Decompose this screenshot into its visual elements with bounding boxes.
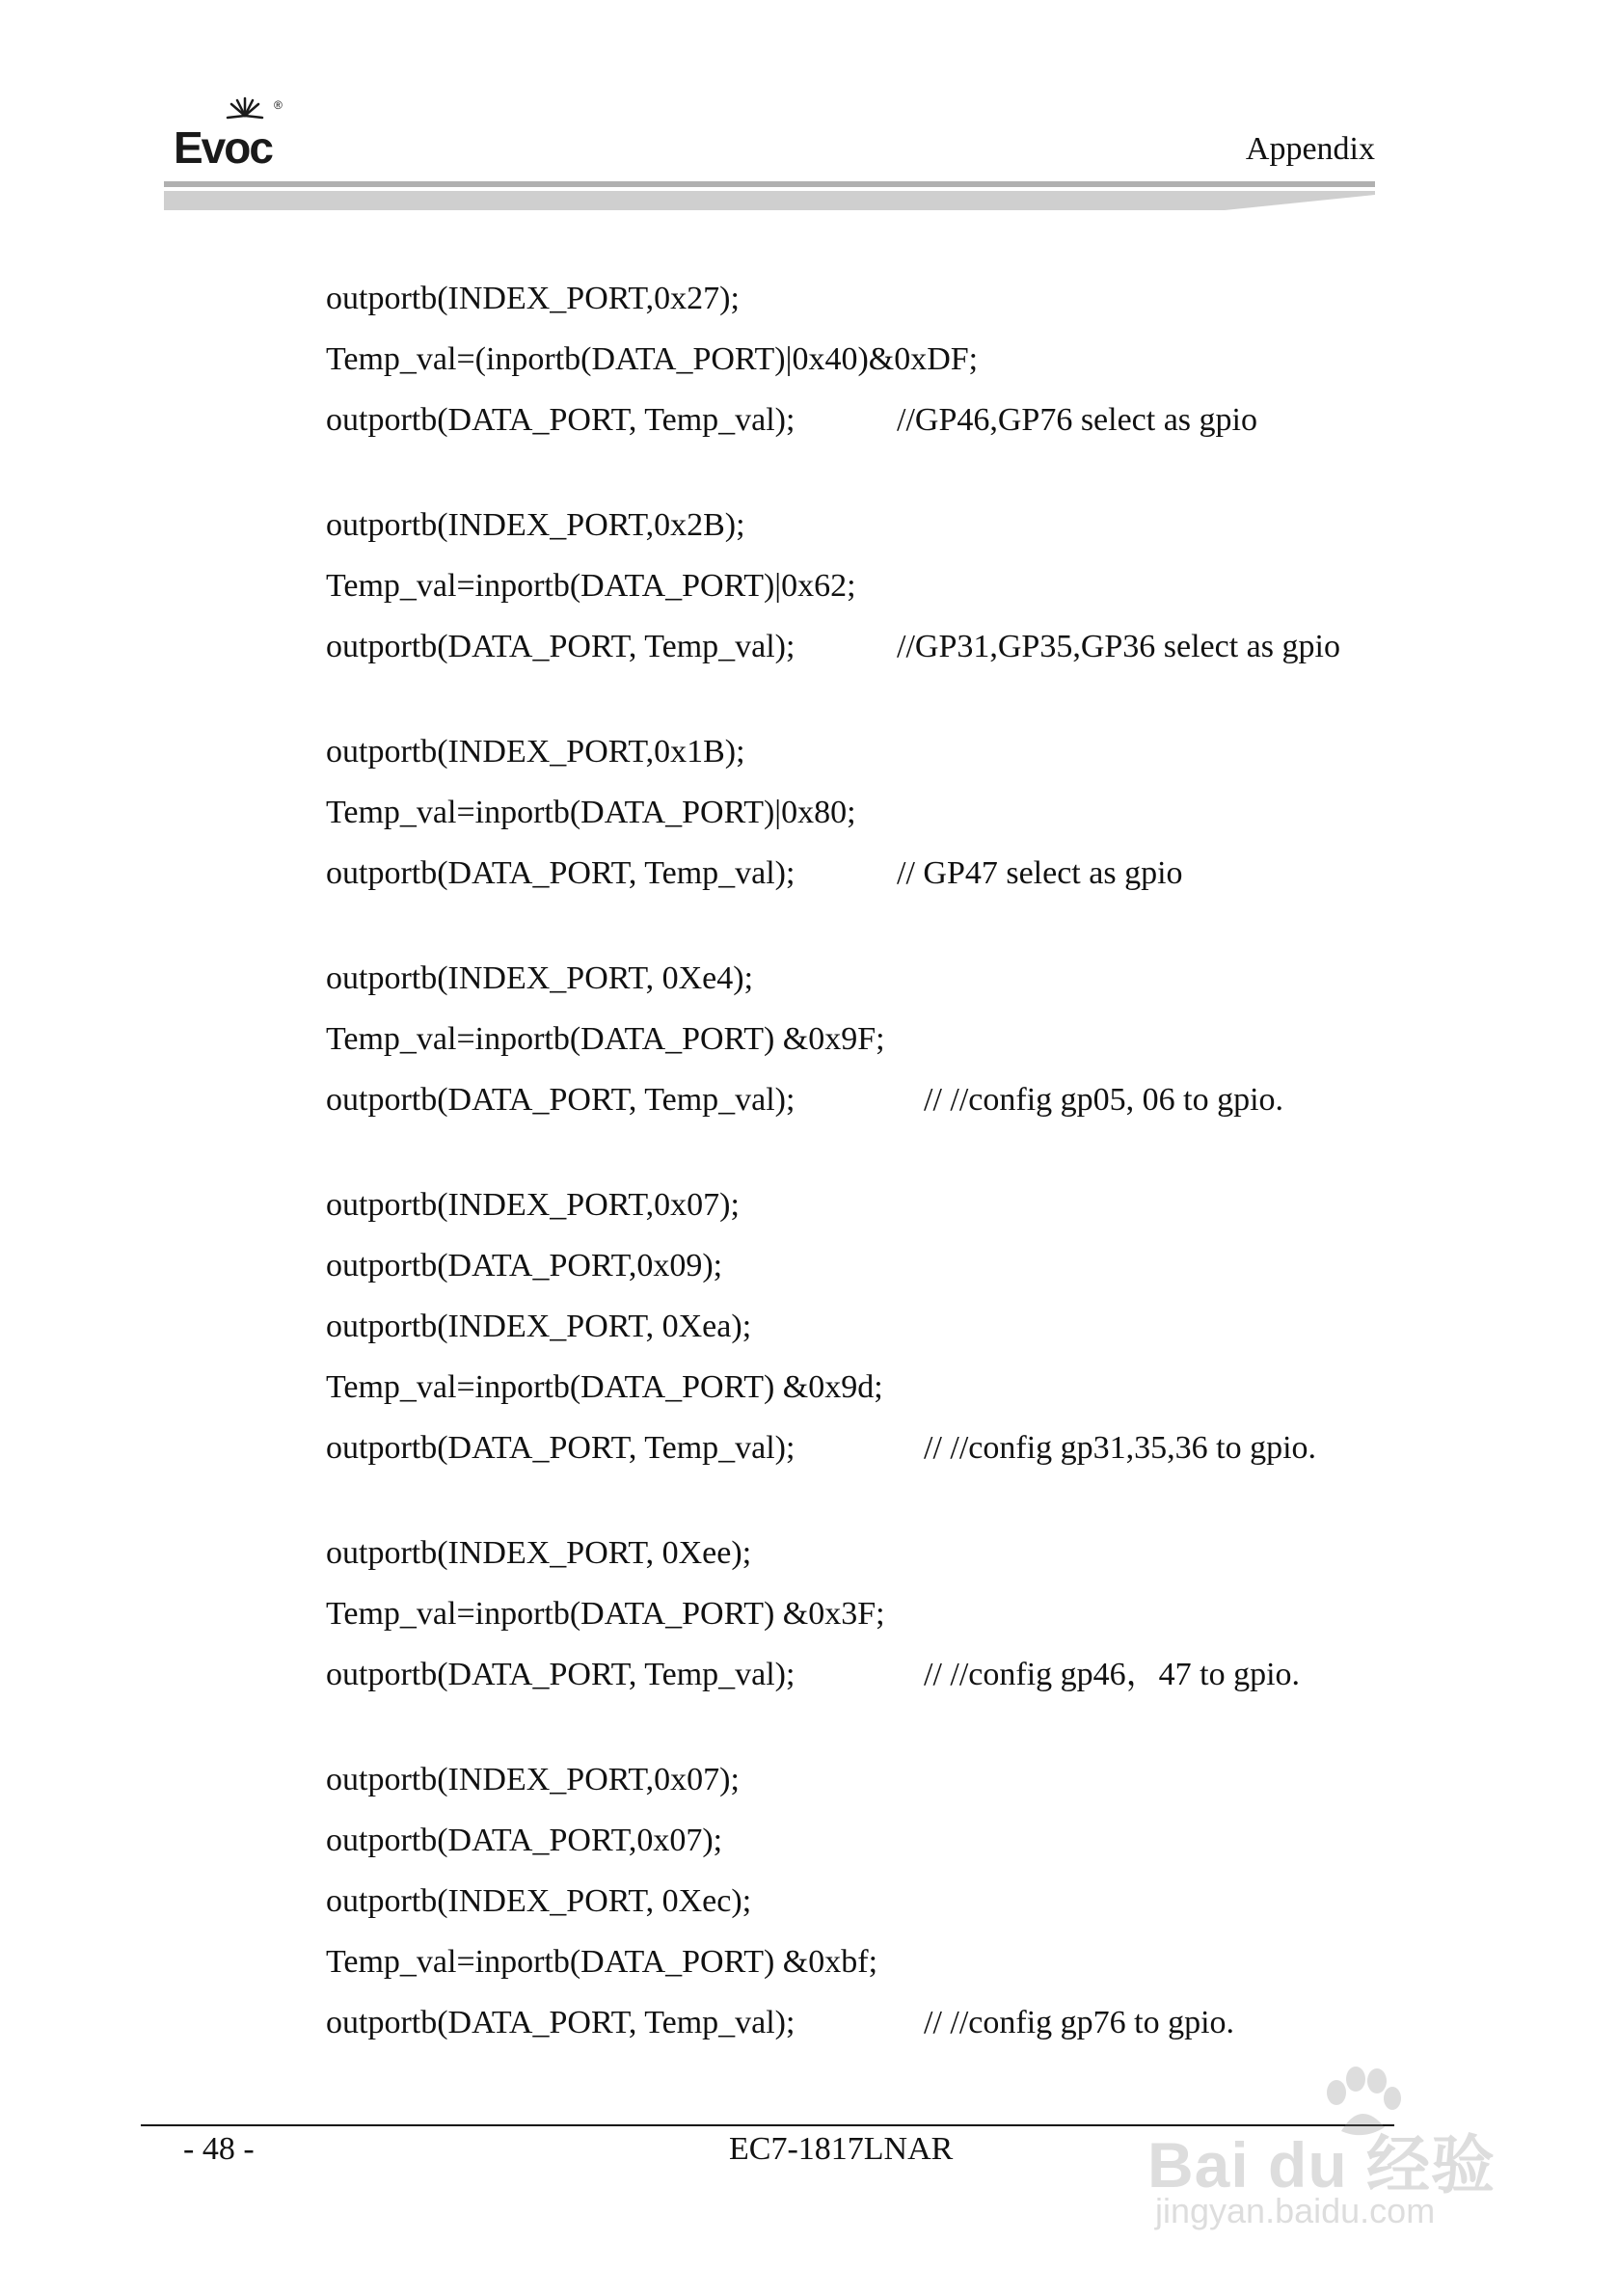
- code-statement: outportb(DATA_PORT, Temp_val);: [326, 2005, 796, 2040]
- code-line: [326, 495, 1435, 555]
- page-number: - 48 -: [183, 2131, 255, 2167]
- code-line: [326, 329, 1435, 390]
- code-statement: outportb(INDEX_PORT,0x2B);: [326, 507, 745, 543]
- code-statement: outportb(INDEX_PORT, 0Xee);: [326, 1535, 752, 1571]
- code-line: [326, 1749, 1435, 1810]
- code-comment: // GP47 select as gpio: [897, 855, 1183, 891]
- code-statement: outportb(DATA_PORT, Temp_val);: [326, 855, 796, 891]
- code-line: [326, 1810, 1435, 1871]
- code-line: [326, 843, 1435, 904]
- code-line: [326, 1583, 1435, 1644]
- code-comment: // //config gp46，47 to gpio.: [924, 1657, 1301, 1692]
- code-group: [326, 495, 1435, 677]
- code-statement: Temp_val=(inportb(DATA_PORT)|0x40)&0xDF;: [326, 341, 979, 377]
- code-statement: outportb(DATA_PORT,0x07);: [326, 1823, 723, 1858]
- code-statement: outportb(INDEX_PORT,0x07);: [326, 1187, 740, 1223]
- watermark-brand: Bai du 经验: [1147, 2129, 1497, 2201]
- code-comment: // //config gp31,35,36 to gpio.: [924, 1430, 1317, 1466]
- header-divider: [164, 181, 1375, 220]
- code-group: [326, 1175, 1435, 1478]
- code-group: [326, 948, 1435, 1130]
- code-statement: outportb(DATA_PORT,0x09);: [326, 1248, 723, 1283]
- code-line: [326, 555, 1435, 616]
- code-line: [326, 1523, 1435, 1583]
- code-statement: Temp_val=inportb(DATA_PORT)|0x80;: [326, 795, 856, 830]
- code-line: [326, 1871, 1435, 1931]
- code-statement: outportb(DATA_PORT, Temp_val);: [326, 1082, 796, 1118]
- watermark-url: jingyan.baidu.com: [1155, 2191, 1436, 2230]
- code-group: [326, 1523, 1435, 1705]
- code-statement: outportb(INDEX_PORT, 0Xec);: [326, 1883, 752, 1919]
- code-line: [326, 1296, 1435, 1357]
- code-statement: outportb(INDEX_PORT, 0Xea);: [326, 1309, 752, 1344]
- code-statement: Temp_val=inportb(DATA_PORT)|0x62;: [326, 568, 856, 604]
- code-line: [326, 1644, 1435, 1705]
- code-statement: outportb(DATA_PORT, Temp_val);: [326, 1430, 796, 1466]
- code-comment: // //config gp76 to gpio.: [924, 2005, 1235, 2040]
- code-statement: outportb(DATA_PORT, Temp_val);: [326, 629, 796, 664]
- code-line: [326, 1992, 1435, 2053]
- code-statement: outportb(INDEX_PORT,0x1B);: [326, 734, 745, 770]
- code-statement: outportb(INDEX_PORT,0x07);: [326, 1762, 740, 1797]
- document-id: EC7-1817LNAR: [729, 2131, 954, 2167]
- code-statement: Temp_val=inportb(DATA_PORT) &0x9d;: [326, 1369, 883, 1405]
- code-line: [326, 1235, 1435, 1296]
- code-line: [326, 1418, 1435, 1478]
- code-line: [326, 268, 1435, 329]
- code-line: [326, 782, 1435, 843]
- code-group: [326, 1749, 1435, 2053]
- code-line: [326, 1069, 1435, 1130]
- logo-registered-mark: ®: [274, 98, 283, 112]
- code-statement: outportb(INDEX_PORT, 0Xe4);: [326, 960, 754, 996]
- code-statement: Temp_val=inportb(DATA_PORT) &0x3F;: [326, 1596, 885, 1632]
- code-line: [326, 948, 1435, 1009]
- code-comment: //GP31,GP35,GP36 select as gpio: [897, 629, 1340, 664]
- code-line: [326, 616, 1435, 677]
- code-line: [326, 390, 1435, 450]
- code-statement: outportb(INDEX_PORT,0x27);: [326, 281, 740, 316]
- code-group: [326, 268, 1435, 450]
- code-comment: // //config gp05, 06 to gpio.: [924, 1082, 1284, 1118]
- code-statement: Temp_val=inportb(DATA_PORT) &0x9F;: [326, 1021, 885, 1057]
- code-statement: outportb(DATA_PORT, Temp_val);: [326, 402, 796, 438]
- baidu-watermark: [1147, 2064, 1552, 2247]
- code-line: [326, 1357, 1435, 1418]
- code-line: [326, 1931, 1435, 1992]
- code-group: [326, 721, 1435, 904]
- code-line: [326, 1175, 1435, 1235]
- code-listing: [326, 268, 1435, 2097]
- evoc-logo: [174, 96, 289, 174]
- code-line: [326, 1009, 1435, 1069]
- code-statement: Temp_val=inportb(DATA_PORT) &0xbf;: [326, 1944, 878, 1980]
- logo-wordmark: Evoc: [174, 122, 272, 173]
- code-line: [326, 721, 1435, 782]
- code-comment: //GP46,GP76 select as gpio: [897, 402, 1257, 438]
- code-statement: outportb(DATA_PORT, Temp_val);: [326, 1657, 796, 1692]
- section-title: Appendix: [1245, 131, 1375, 167]
